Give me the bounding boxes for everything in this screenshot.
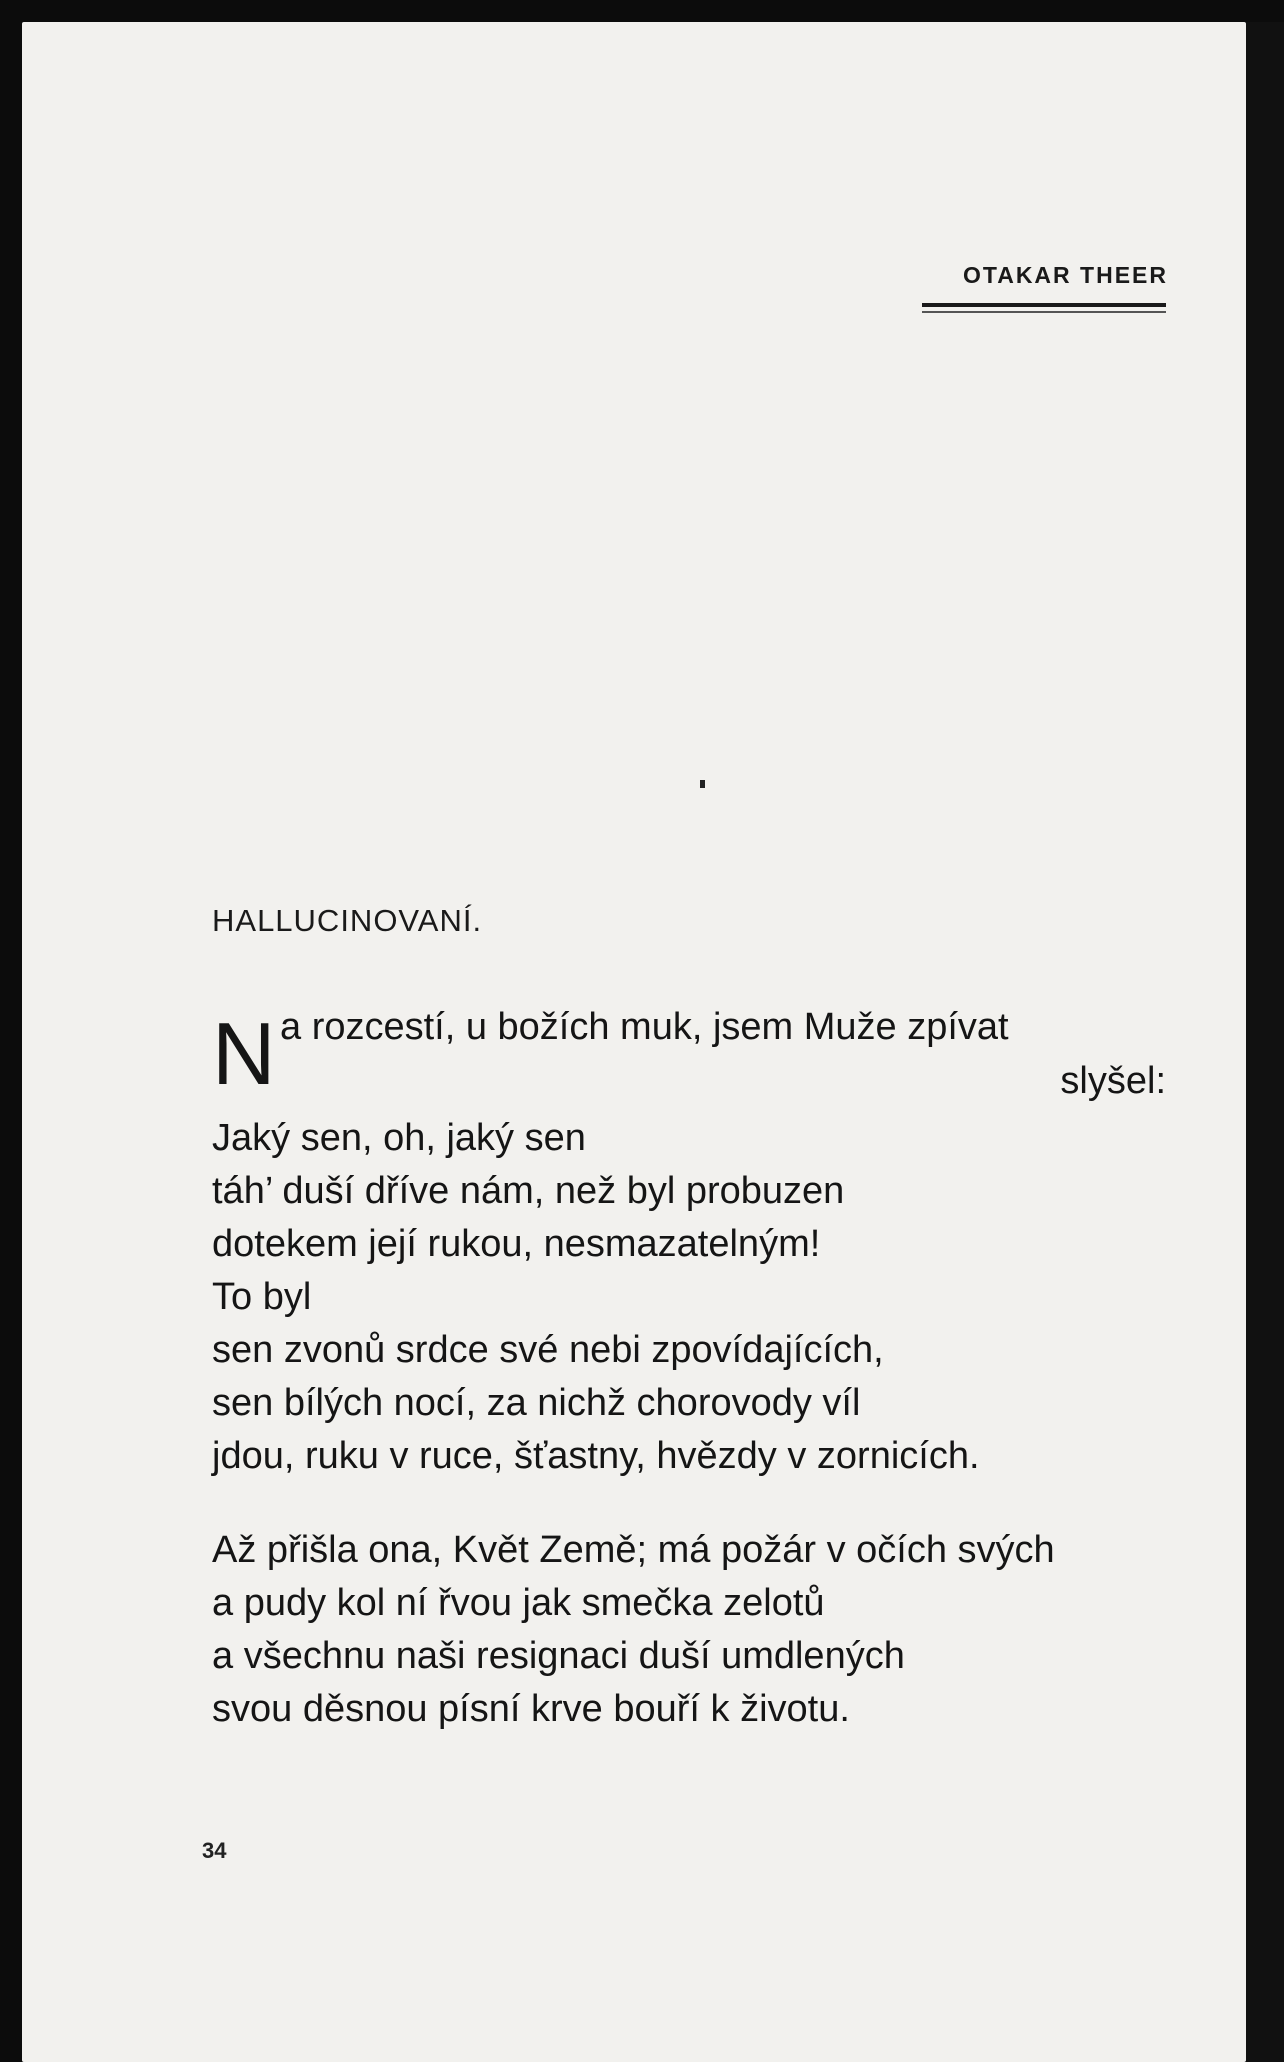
header-rule <box>922 303 1166 307</box>
verse-line: Až přišla ona, Květ Země; má požár v očích svých <box>212 1529 1055 1571</box>
verse-line: táh’ duší dříve nám, než byl probuzen <box>212 1170 845 1212</box>
poem-first-line-continuation: slyšel: <box>1060 1060 1166 1102</box>
verse-line: a všechnu naši resignaci duší umdlených <box>212 1635 905 1677</box>
poem-title: HALLUCINOVANÍ. <box>212 903 483 938</box>
verse-line: jdou, ruku v ruce, šťastny, hvězdy v zornicích. <box>212 1435 980 1477</box>
page-number: 34 <box>202 1838 227 1863</box>
stanza-2 <box>212 1524 1172 1736</box>
verse-line: sen bílých nocí, za nichž chorovody víl <box>212 1382 861 1424</box>
verse-line: sen zvonů srdce své nebi zpovídajících, <box>212 1329 884 1371</box>
verse-line: Jaký sen, oh, jaký sen <box>212 1117 586 1159</box>
header-rule-thin <box>922 311 1166 313</box>
running-header-author: OTAKAR THEER <box>962 262 1168 288</box>
page-edge-shadow <box>1246 22 1284 2062</box>
verse-line: To byl <box>212 1276 312 1318</box>
drop-capital: N <box>212 1004 276 1103</box>
verse-line: svou děsnou písní krve bouří k životu. <box>212 1688 850 1730</box>
verse-line: dotekem její rukou, nesmazatelným! <box>212 1223 821 1265</box>
print-speck <box>700 780 705 788</box>
stanza-1 <box>212 1112 1172 1483</box>
verse-line: a pudy kol ní řvou jak smečka zelotů <box>212 1582 825 1624</box>
poem-first-line: a rozcestí, u božích muk, jsem Muže zpívat <box>280 1006 1009 1048</box>
